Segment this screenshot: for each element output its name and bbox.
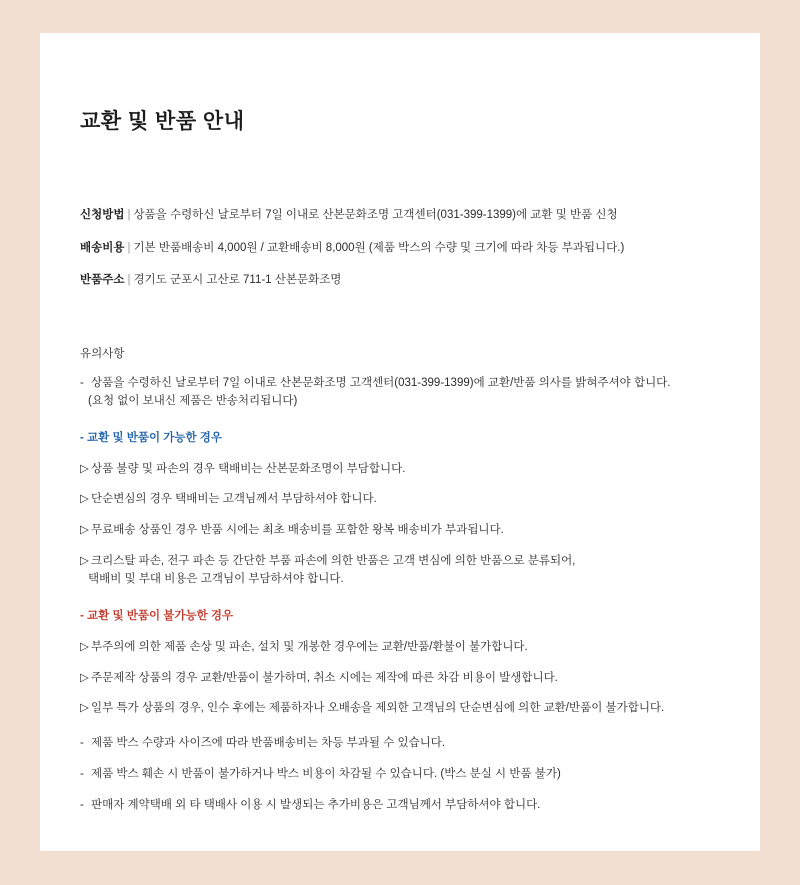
notice-intro-line1: 상품을 수령하신 날로부터 7일 이내로 산본문화조명 고객센터(031-399-1399)에 교환/반품 의사를 밝혀주셔야 합니다.: [91, 377, 671, 390]
list-bullet: ▷: [80, 671, 89, 684]
page-title: 교환 및 반품 안내: [80, 110, 245, 133]
list-bullet: -: [80, 377, 84, 390]
list-item-text: 부주의에 의한 제품 손상 및 파손, 설치 및 개봉한 경우에는 교환/반품/환불이 불가합니다.: [91, 640, 528, 653]
list-item-text: 판매자 계약택배 외 타 택배사 이용 시 발생되는 추가비용은 고객님께서 부담하셔야 합니다.: [91, 798, 541, 811]
list-bullet: ▷: [80, 493, 89, 506]
summary-label: 배송비용: [80, 241, 125, 254]
list-bullet: ▷: [80, 555, 89, 568]
list-item-text: 제품 박스 훼손 시 반품이 불가하거나 박스 비용이 차감될 수 있습니다. (박스 분실 시 반품 불가): [91, 767, 561, 780]
list-item-text: 무료배송 상품인 경우 반품 시에는 최초 배송비를 포함한 왕복 배송비가 부과됩니다.: [91, 524, 504, 537]
summary-row: [80, 272, 720, 289]
summary-separator: |: [127, 241, 131, 254]
notice-intro: [80, 375, 720, 411]
summary-separator: |: [127, 209, 131, 221]
summary-row: [80, 240, 720, 257]
list-item-text: 상품 불량 및 파손의 경우 택배비는 산본문화조명이 부담합니다.: [91, 462, 406, 475]
summary-section: [80, 207, 720, 289]
summary-value: 기본 반품배송비 4,000원 / 교환배송비 8,000원 (제품 박스의 수량 및 크기에 따라 차등 부과됩니다.): [133, 241, 625, 254]
list-item: [80, 553, 720, 589]
list-item: [80, 735, 720, 753]
possible-heading: - 교환 및 반품이 가능한 경우: [80, 431, 223, 444]
summary-label: 신청방법: [80, 209, 125, 221]
list-bullet: -: [80, 767, 84, 780]
list-item: [80, 491, 720, 509]
list-item: [80, 700, 720, 718]
list-bullet: ▷: [80, 524, 89, 537]
list-item: [80, 797, 720, 815]
summary-value: 상품을 수령하신 날로부터 7일 이내로 산본문화조명 고객센터(031-399-1399)에 교환 및 반품 신청: [133, 209, 618, 221]
list-item: [80, 639, 720, 657]
list-item: [80, 766, 720, 784]
impossible-heading: - 교환 및 반품이 불가능한 경우: [80, 609, 234, 622]
list-item: [80, 522, 720, 540]
list-item-text: 일부 특가 상품의 경우, 인수 후에는 제품하자나 오배송을 제외한 고객님의 단순변심에 의한 교환/반품이 불가합니다.: [91, 702, 665, 715]
list-item: [80, 670, 720, 688]
list-bullet: ▷: [80, 462, 89, 475]
summary-row: [80, 207, 720, 224]
list-bullet: -: [80, 798, 84, 811]
list-item-text: 단순변심의 경우 택배비는 고객님께서 부담하셔야 합니다.: [91, 493, 377, 506]
document-page: [40, 33, 760, 851]
list-bullet: -: [80, 737, 84, 750]
summary-separator: |: [127, 274, 131, 287]
list-bullet: ▷: [80, 640, 89, 653]
list-item-text: 주문제작 상품의 경우 교환/반품이 불가하며, 취소 시에는 제작에 따른 차감 비용이 발생합니다.: [91, 671, 558, 684]
list-bullet: ▷: [80, 702, 89, 715]
list-item-text-cont: 택배비 및 부대 비용은 고객님이 부담하셔야 합니다.: [88, 572, 344, 585]
notice-heading: 유의사항: [80, 348, 125, 361]
list-item-text: 제품 박스 수량과 사이즈에 따라 반품배송비는 차등 부과될 수 있습니다.: [91, 737, 446, 750]
notice-intro-line2: (요청 없이 보내신 제품은 반송처리됩니다): [88, 394, 298, 407]
summary-label: 반품주소: [80, 274, 125, 287]
list-item-text: 크리스탈 파손, 전구 파손 등 간단한 부품 파손에 의한 반품은 고객 변심에 의한 반품으로 분류되어,: [91, 555, 576, 568]
summary-value: 경기도 군포시 고산로 711-1 산본문화조명: [133, 274, 342, 287]
list-item: [80, 461, 720, 479]
document-body: [40, 33, 760, 815]
